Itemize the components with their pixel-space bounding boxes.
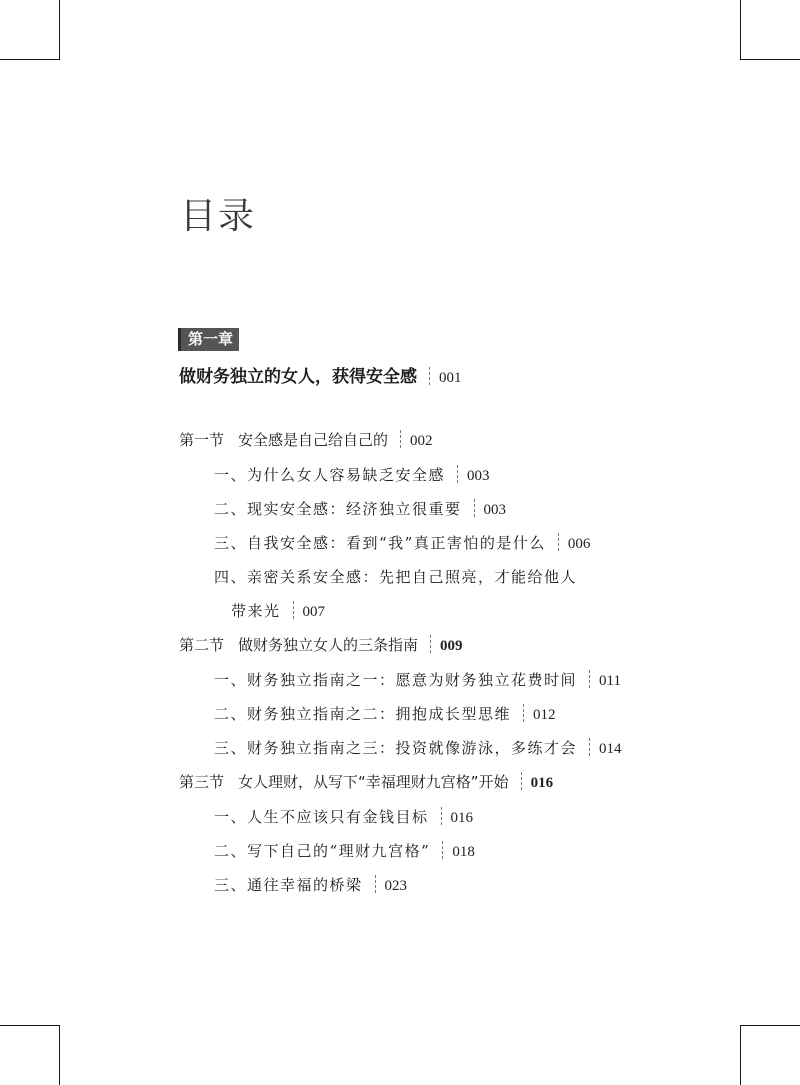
leader-separator: [523, 704, 525, 722]
toc-item-text: 一、人生不应该只有金钱目标: [214, 808, 429, 826]
page-number: 002: [410, 433, 433, 449]
chapter-badge: 第一章: [178, 328, 239, 351]
page-number: 016: [450, 810, 474, 826]
toc-item[interactable]: [214, 499, 506, 520]
toc-item[interactable]: [214, 738, 622, 759]
page-number: 014: [599, 741, 622, 757]
leader-separator: [589, 670, 591, 688]
page-number: 007: [302, 604, 326, 620]
toc-item-text: 二、现实安全感：经济独立很重要: [214, 500, 462, 518]
section-label: 第三节: [179, 773, 225, 791]
page-title: 目录: [180, 196, 257, 237]
leader-separator: [442, 841, 444, 859]
toc-item[interactable]: [214, 670, 621, 691]
toc-section-1[interactable]: [179, 430, 433, 451]
toc-item[interactable]: [214, 704, 556, 725]
leader-separator: [375, 875, 377, 893]
toc-item-text: 三、自我安全感：看到“我”真正害怕的是什么: [214, 534, 546, 552]
toc-item[interactable]: [214, 841, 475, 862]
crop-mark-bottom-left-h: [0, 1025, 60, 1026]
leader-separator: [400, 430, 402, 448]
toc-item-text: 一、财务独立指南之一：愿意为财务独立花费时间: [214, 671, 578, 689]
page-number: 011: [599, 673, 621, 689]
section-label: 第二节: [179, 636, 225, 654]
page-number: 009: [440, 638, 463, 654]
leader-separator: [293, 601, 295, 619]
crop-mark-bottom-right-v: [740, 1025, 741, 1085]
chapter-title-row[interactable]: [179, 362, 462, 387]
toc-item-text: 二、财务独立指南之二：拥抱成长型思维: [214, 705, 512, 723]
leader-separator: [521, 772, 523, 790]
leader-separator: [558, 533, 560, 551]
page-number: 023: [384, 878, 408, 894]
leader-separator: [429, 367, 431, 385]
page-number: 001: [439, 370, 462, 386]
leader-separator: [457, 465, 459, 483]
toc-item-text: 三、通往幸福的桥梁: [214, 876, 363, 894]
crop-mark-top-right-v: [740, 0, 741, 60]
page-number: 016: [530, 775, 554, 791]
leader-separator: [430, 635, 432, 653]
page-number: 006: [567, 536, 591, 552]
toc-section-2[interactable]: [179, 635, 463, 656]
section-label: 第一节: [179, 431, 225, 449]
section-title: 安全感是自己给自己的: [238, 431, 389, 449]
section-title: 女人理财，从写下“幸福理财九宫格”开始: [238, 773, 509, 791]
leader-separator: [441, 807, 443, 825]
toc-item-text: 三、财务独立指南之三：投资就像游泳，多练才会: [214, 739, 578, 757]
toc-item[interactable]: [214, 567, 577, 587]
chapter-title: 做财务独立的女人，获得安全感: [179, 367, 417, 387]
toc-item-text: 一、为什么女人容易缺乏安全感: [214, 466, 446, 484]
leader-separator: [589, 738, 591, 756]
toc-item[interactable]: [214, 807, 473, 828]
crop-mark-bottom-left-v: [59, 1025, 60, 1085]
toc-item[interactable]: [214, 465, 490, 486]
toc-item[interactable]: [214, 533, 590, 554]
crop-mark-bottom-right-h: [740, 1025, 800, 1026]
crop-mark-top-right-h: [740, 59, 800, 60]
page-number: 012: [533, 707, 556, 723]
toc-item[interactable]: [214, 875, 407, 896]
toc-item-text: 带来光: [231, 602, 281, 620]
toc-item-text: 四、亲密关系安全感：先把自己照亮，才能给他人: [214, 568, 578, 586]
section-title: 做财务独立女人的三条指南: [238, 636, 419, 654]
page-number: 003: [467, 468, 490, 484]
leader-separator: [474, 499, 476, 517]
toc-item-text: 二、写下自己的“理财九宫格”: [214, 842, 431, 860]
crop-mark-top-left-h: [0, 59, 60, 60]
crop-mark-top-left-v: [59, 0, 60, 60]
page-number: 018: [452, 844, 475, 860]
toc-section-3[interactable]: [179, 772, 553, 793]
toc-item-continuation[interactable]: [231, 601, 325, 622]
page-number: 003: [483, 502, 507, 518]
